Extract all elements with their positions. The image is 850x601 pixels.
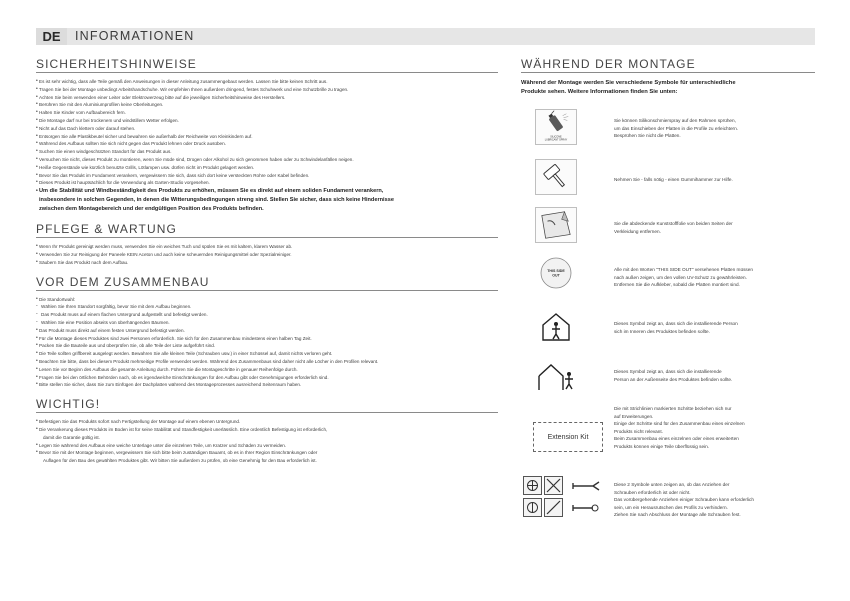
safety-item: • Die Montage darf nur bei trockenem und windstillem Wetter erfolgen. (36, 117, 498, 125)
mallet-symbol-icon (535, 159, 577, 195)
important-item: • Die Verankerung dieses Produkts im Boden ist für seine Stabilität und Standfestigkeit unerlässlich. Eine ordentlich Befestigung ist erforderlich, (36, 426, 498, 434)
symbol-text-line: Sie können Silikonschmierspray auf den Rahmen sprühen, (614, 118, 736, 123)
symbol-text-line: Sie die abdeckende Kunststofffolie von beiden Seiten der (614, 221, 733, 226)
symbol-text-line: Alle mit den Worten "THIS SIDE OUT" versehenen Platten müssen (614, 267, 753, 272)
symbol-text-line: nach außen zeigen, um den vollen UV-Schutz zu gewährleisten. (614, 274, 747, 280)
care-item: • Wenn Ihr Produkt gereinigt werden muss, verwenden Sie ein weiches Tuch und spülen Sie es mit kaltem, klarem Wasser ab. (36, 243, 498, 251)
mallet-description (614, 176, 814, 184)
page-title: INFORMATIONEN (75, 29, 195, 43)
safety-item-bold-cont: zwischen dem Montagebereich und der endgültigen Position des Produkts befinden. (39, 206, 264, 213)
section-header-bar (36, 28, 815, 45)
symbol-text-line: auf Erweiterungen. (614, 413, 654, 419)
this-side-out-symbol-icon (535, 255, 577, 291)
symbol-text-line: Diese 2 Symbole unten zeigen an, ob das Anziehen der (614, 482, 730, 487)
symbol-text-line: Schrauben erforderlich ist oder nicht. (614, 489, 691, 495)
symbol-text-line: Beim Zusammenbau eines einzelnen oder eines erweiterten (614, 436, 739, 441)
important-item: • Befestigen Sie das Produkts sofort nach Fertigstellung der Montage auf einem ebenen Untergrund. (36, 418, 498, 426)
safety-item: • Halten Sie Kinder vom Aufbaubereich fern. (36, 109, 498, 117)
safety-item: • Während des Aufbaus sollten Sie sich nicht gegen das Produkt lehnen oder Druck ausüben. (36, 140, 498, 148)
symbol-text-line: Nehmen Sie - falls nötig - einen Gummihammer zur Hilfe. (614, 177, 733, 182)
this-side-label-1: THIS SIDE (547, 269, 565, 273)
spray-can-icon (536, 110, 576, 144)
symbol-text-line: Person an der Außenseite des Produktes befinden sollte. (614, 376, 733, 382)
this-side-out-icon (535, 255, 577, 291)
important-title: WICHTIG! (36, 397, 498, 413)
safety-title: SICHERHEITSHINWEISE (36, 57, 498, 73)
before-item: • Die Teile sollten griffbereit ausgelegt werden. Bewahren Sie alle kleinen Teile (Schrauben usw.) in einer Schüssel auf, damit nichts verloren geht. (36, 350, 498, 358)
care-title: PFLEGE & WARTUNG (36, 222, 498, 238)
left-column (36, 57, 498, 465)
peel-film-symbol-icon (535, 207, 577, 243)
symbol-text-line: sich im Inneren des Produktes befinden sollte. (614, 328, 710, 334)
screw-tighten-icons (523, 476, 601, 496)
rubber-mallet-icon (536, 160, 576, 194)
during-intro-line: Während der Montage werden Sie verschiedene Symbole für unterschiedliche (521, 80, 736, 86)
language-badge: DE (36, 28, 67, 45)
care-item: • Verwenden Sie zur Reinigung der Paneele KEIN Aceton und auch keine scheuernden Reinigungsmittel oder Spezialreiniger. (36, 251, 498, 259)
tighten-screws-icon (523, 476, 601, 496)
safety-item: • Heiße Gegenstände wie kürzlich benutzte Grills, Lötlampen usw. dürfen nicht im Produkt gelagert werden. (36, 164, 498, 172)
film-description (614, 220, 814, 235)
right-column (521, 57, 815, 517)
symbol-text-line: um das Einschieben der Platten in die Profile zu erleichtern. (614, 125, 739, 131)
before-item: • Beachten Sie bitte, dass bei diesem Produkt mehrseitige Profile verwendet werden. Während des Zusammenbaus sind daher nicht alle Löcher in den Profilen relevant. (36, 358, 498, 366)
spray-label-1: SILICONE (550, 135, 562, 139)
safety-item: • Dieses Produkt ist hauptsächlich für die Verwendung als Garten-Studio vorgesehen. (36, 179, 498, 187)
symbol-text-line: Das vorübergehende Anziehen einiger Schrauben kann erforderlich (614, 497, 754, 502)
spray-description (614, 117, 814, 140)
symbol-text-line: Dieses Symbol zeigt an, dass sich die installierende Person (614, 321, 738, 326)
location-subitem: - Das Produkt muss auf einem flachen Untergrund aufgestellt und befestigt werden. (36, 311, 498, 319)
safety-item: • Nicht auf das Dach klettern oder darauf stehen. (36, 125, 498, 133)
symbol-text-line: Produkts nicht relevant. (614, 428, 663, 434)
symbol-text-line: Dieses Symbol zeigt an, dass sich die installierende (614, 369, 722, 374)
location-subitem: - Wählen Sie eine Position abseits von überhängenden Bäumen. (36, 319, 498, 327)
loose-screws-icon (523, 498, 601, 518)
person-inside-icon (535, 309, 577, 345)
before-item: • Packen Sie die Bauteile aus und überprüfen Sie, ob alle Teile der Liste aufgeführt sind. (36, 342, 498, 350)
symbol-text-line: Besprühen Sie nicht die Platten. (614, 133, 681, 138)
care-item: • Säubern Sie das Produkt nach dem Aufbau. (36, 259, 498, 267)
location-item: • Die Standortwahl: (36, 296, 498, 304)
extension-kit-description (614, 405, 814, 450)
safety-item: • Bevor Sie das Produkt im Fundament verankern, vergewissern Sie sich, dass sich dort keine versteckten Rohre oder Kabel befinden. (36, 172, 498, 180)
symbol-text-line: Entfernen Sie die Aufkleber, sobald die Platten montiert sind. (614, 282, 740, 287)
safety-item: • Versuchen Sie nicht, dieses Produkt zu montieren, wenn Sie müde sind, Drogen oder Alkohol zu sich genommen haben oder zu Schwindelanfällen neigen. (36, 156, 498, 164)
person-outside-symbol-icon (535, 359, 577, 395)
symbol-text-line: Ziehen Sie nach Abschluss der Montage alle Schrauben fest. (614, 512, 741, 517)
before-item: • Das Produkt muss direkt auf einem festen Untergrund befestigt werden. (36, 327, 498, 335)
safety-item: • Tragen Sie bei der Montage unbedingt Arbeitshandschuhe. Wir empfehlen Ihnen außerdem dringend, festes Schuhwerk und eine Schutzbrille zu tragen. (36, 86, 498, 94)
this-side-label-2: OUT (552, 273, 560, 278)
symbol-text-line: sein, um ein Herausrutschen des Profils zu verhindern. (614, 504, 728, 510)
screw-description (614, 481, 814, 519)
screw-loose-icons (523, 498, 601, 518)
important-item: • Legen Sie während des Aufbaus eine weiche Unterlage unter die einzelnen Teile, um Kratzer und Schäden zu vermeiden. (36, 442, 498, 450)
during-assembly-title: WÄHREND DER MONTAGE (521, 57, 815, 73)
important-item-cont: Auflagen für den Bau des gewählten Produktes gibt. Wir bitten Sie außerdem zu prüfen, ob eine Genehmig für den Bau erforderlich ist. (43, 458, 317, 464)
before-assembly-title: VOR DEM ZUSAMMENBAU (36, 275, 498, 291)
safety-list (36, 78, 498, 214)
safety-item-bold: • Um die Stabilität und Windbeständigkeit des Produkts zu erhöhen, müssen Sie es direkt auf einem soliden Fundament verankern, (36, 187, 498, 196)
extension-kit-label: Extension Kit (533, 422, 603, 452)
person-outside-icon (535, 359, 577, 395)
during-intro (521, 79, 815, 96)
safety-item: • Suchen Sie einen windgeschützten Standort für das Produkt aus. (36, 148, 498, 156)
person-inside-symbol-icon (535, 309, 577, 345)
symbol-text-line: Einige der Schritte sind für den Zusammenbau eines einzelnen (614, 421, 745, 426)
this-side-out-description (614, 266, 814, 289)
before-assembly-list (36, 296, 498, 390)
before-item: • Für die Montage dieses Produktes sind zwei Personen erforderlich. Sie sich für den Zusammenbau mindestens einen halben Tag Zeit. (36, 335, 498, 343)
safety-item: • Berühren Sie mit den Aluminiumprofilen keine Oberleitungen. (36, 101, 498, 109)
person-outside-description (614, 368, 814, 383)
during-intro-line: Produkte sehen. Weitere Informationen finden Sie unten: (521, 88, 678, 95)
spray-label-2: LUBRICANT SPRAY (544, 138, 568, 142)
before-item: • Fragen Sie bei den örtlichen Behörden nach, ob es irgendwelche Einschränkungen für den Aufbau gibt oder Genehmigungen erforderlich sind. (36, 374, 498, 382)
important-list (36, 418, 498, 465)
safety-item: • Achten Sie beim verwenden einer Leiter oder Elektrowerzeug bitte auf die jeweiligen Sicherheitshinweise des Herstellers. (36, 94, 498, 102)
important-item-cont: damit die Garantie gültig ist. (43, 434, 100, 440)
safety-item: • Es ist sehr wichtig, dass alle Teile gemäß den Anweisungen in dieser Anleitung zusammengebaut werden. Lassen Sie bitte keinen Schritt aus. (36, 78, 498, 86)
safety-item-bold-cont: insbesondere in solchen Gegenden, in denen die Witterungsbedingungen streng sind. Stellen Sie sicher, dass sich keine Hindernisse (39, 197, 394, 204)
symbol-text-line: Produkts können einige Teile überflüssig sein. (614, 443, 710, 449)
before-item: • Bitte stellen Sie sicher, dass Sie zum Einfügen der Dachplatten während des Montageprozesses ausreichend Seitenraum haben. (36, 381, 498, 389)
location-subitem: - Wählen Sie Ihren Standort sorgfältig, bevor Sie mit dem Aufbau beginnen. (36, 303, 498, 311)
spray-symbol-icon (535, 109, 577, 145)
person-inside-description (614, 320, 814, 335)
before-item: • Lesen Sie vor Beginn des Aufbaus die gesamte Anleitung durch. Führen Sie die Montageschritte in genauer Reihenfolge durch. (36, 366, 498, 374)
important-item: • Bevor Sie mit der Montage beginnen, vergewissern Sie sich bitte beim zuständigen Bauamt, ob es in Ihrer Region Einschränkungen oder (36, 449, 498, 457)
symbol-text-line: Verkleidung entfernen. (614, 228, 661, 234)
symbol-text-line: Die mit Strichlinien markierten Schritte beziehen sich nur (614, 406, 732, 411)
safety-item: • Entsorgen Sie alle Plastikbeutel sicher und bewahren sie außerhalb der Reichweite von Kleinkindern auf. (36, 133, 498, 141)
protective-film-icon (536, 208, 576, 242)
care-list (36, 243, 498, 266)
